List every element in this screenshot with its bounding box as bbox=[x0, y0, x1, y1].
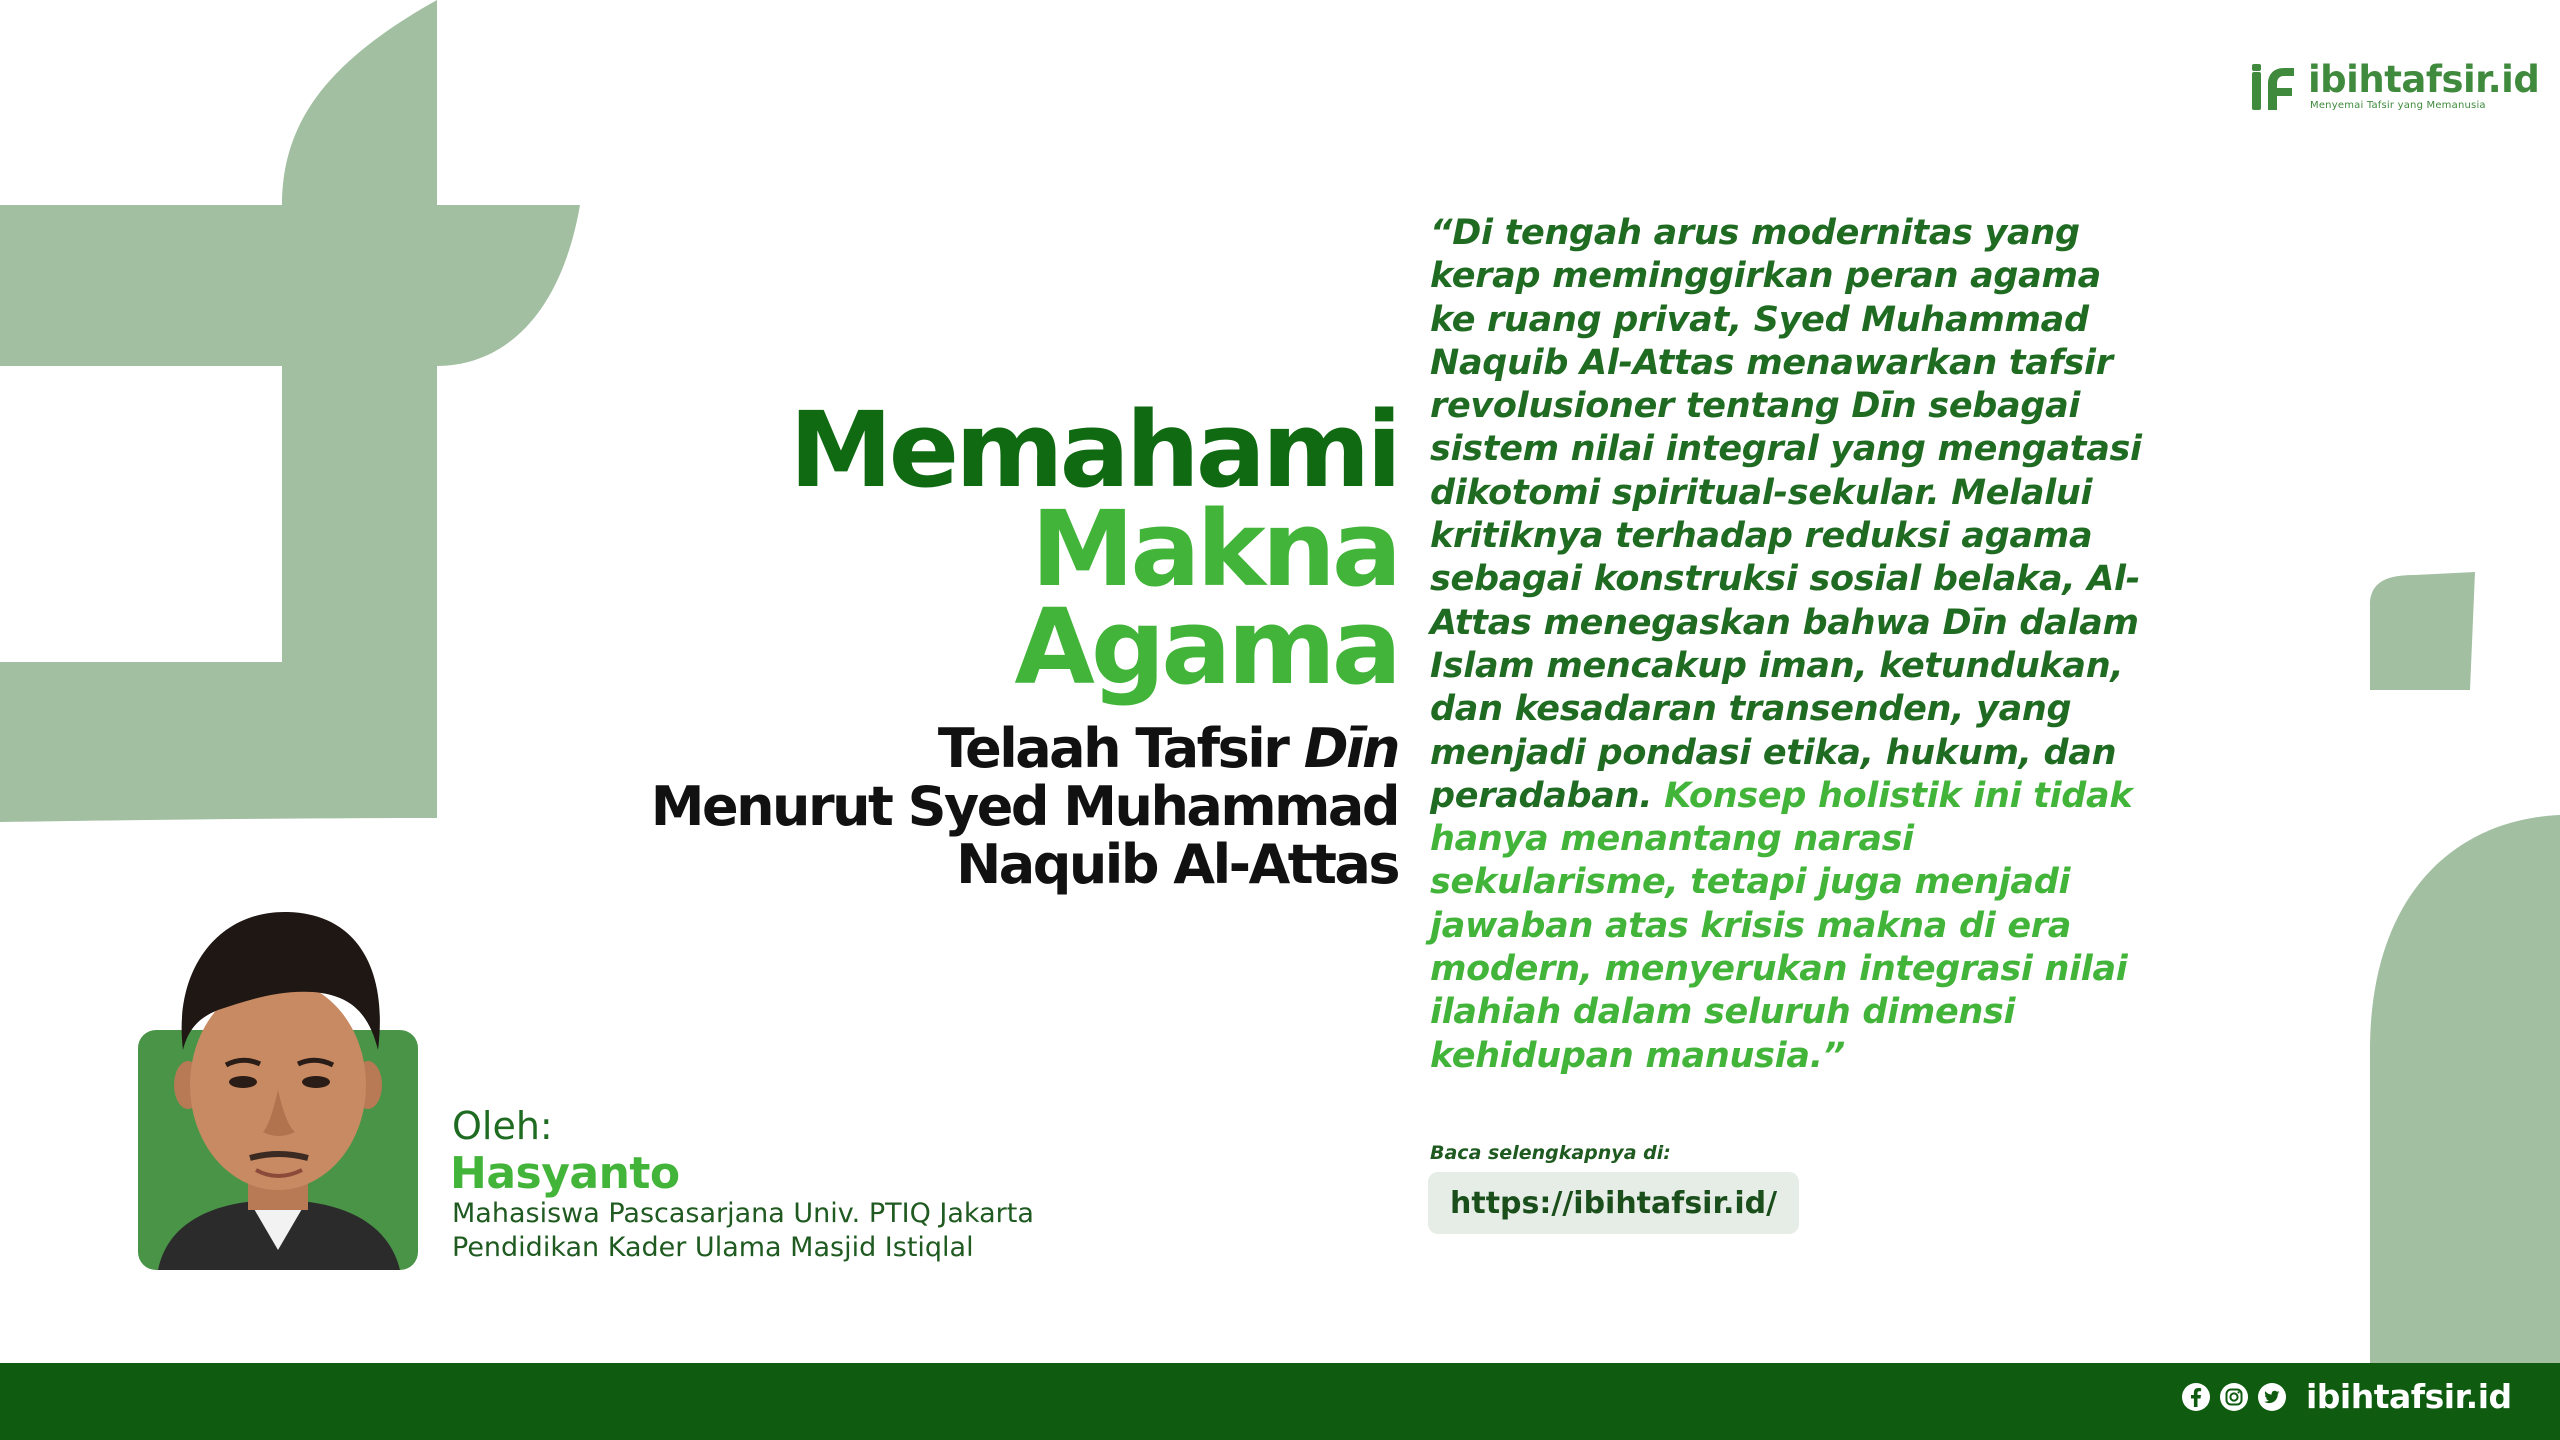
logo-text: ibihtafsir.id bbox=[2308, 58, 2540, 101]
title-line-1: Memahami bbox=[789, 389, 1398, 511]
article-quote bbox=[1430, 212, 2150, 1078]
author-affiliation-2: Pendidikan Kader Ulama Masjid Istiqlal bbox=[452, 1232, 974, 1263]
author-photo bbox=[138, 900, 418, 1270]
subtitle-line-1: Telaah Tafsir Dīn bbox=[937, 717, 1398, 780]
decorative-brand-shape-left bbox=[0, 0, 600, 830]
footer-site-name[interactable]: ibihtafsir.id bbox=[2306, 1377, 2512, 1416]
facebook-icon[interactable] bbox=[2181, 1382, 2211, 1412]
subtitle-line-3: Naquib Al-Attas bbox=[956, 833, 1398, 896]
article-subtitle bbox=[650, 717, 1398, 896]
subtitle-line-2: Menurut Syed Muhammad bbox=[650, 775, 1398, 838]
twitter-icon[interactable] bbox=[2257, 1382, 2287, 1412]
footer-bar bbox=[0, 1363, 2560, 1440]
instagram-icon[interactable] bbox=[2219, 1382, 2249, 1412]
quote-main-text: “Di tengah arus modernitas yang kerap meminggirkan peran agama ke ruang privat, Syed Muhammad Naquib Al-Attas menawarkan tafsir revolusioner tentang Dīn sebagai sistem nilai integral yang mengatasi dikotomi spiritual-sekular. Melalui kritiknya terhadap reduksi agama sebagai konstruksi sosial belaka, Al-Attas menegaskan bahwa Dīn dalam Islam mencakup iman, ketundukan, dan kesadaran transenden, yang menjadi pondasi etika, hukum, dan peradaban. bbox=[1430, 213, 2142, 816]
quote-highlight-text: Konsep holistik ini tidak hanya menantang narasi sekularisme, tetapi juga menjadi jawaban atas krisis makna di era modern, menyerukan integrasi nilai ilahiah dalam seluruh dimensi kehidupan manusia.” bbox=[1430, 775, 2133, 1076]
brand-logo[interactable] bbox=[2248, 58, 2540, 118]
author-by-label: Oleh: bbox=[452, 1104, 553, 1148]
decorative-brand-shape-right bbox=[2360, 570, 2560, 1370]
article-title bbox=[789, 389, 1398, 708]
logo-mark-icon bbox=[2248, 62, 2300, 114]
title-line-3: Agama bbox=[1014, 586, 1398, 708]
author-affiliation-1: Mahasiswa Pascasarjana Univ. PTIQ Jakarta bbox=[452, 1198, 1034, 1229]
read-more-label: Baca selengkapnya di: bbox=[1430, 1142, 1671, 1164]
read-more-link[interactable]: https://ibihtafsir.id/ bbox=[1428, 1172, 1799, 1234]
title-line-2: Makna bbox=[1030, 488, 1398, 610]
subtitle-italic-term: Dīn bbox=[1303, 717, 1398, 780]
author-name: Hasyanto bbox=[450, 1148, 680, 1199]
logo-tagline: Menyemai Tafsir yang Memanusia bbox=[2310, 100, 2486, 111]
